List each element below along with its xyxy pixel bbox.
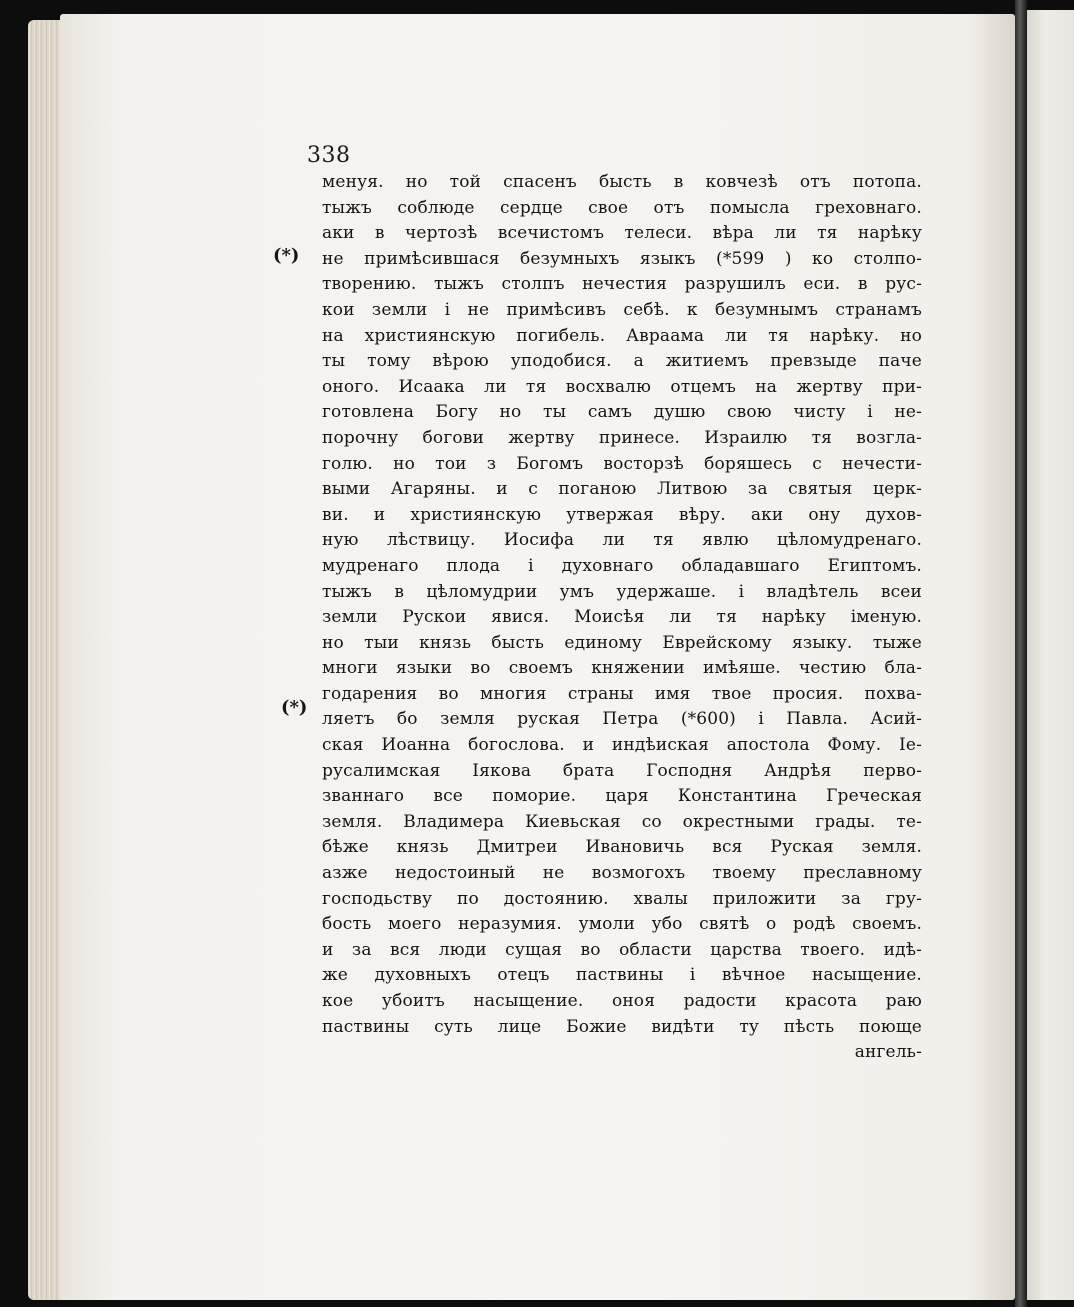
text-line: русалимская Іякова брата Господня Андрѣя перво-: [322, 760, 922, 781]
text-line: аки в чертозѣ всечистомъ телеси. вѣра ли тя нарѣку: [322, 223, 922, 244]
text-line: но тыи князь бысть единому Еврейскому языку. тыже: [322, 632, 922, 653]
text-line: земли Рускои явися. Моисѣя ли тя нарѣку іменую.: [322, 607, 922, 628]
text-line: менуя. но той спасенъ бысть в ковчезѣ отъ потопа.: [322, 172, 922, 192]
text-line: паствины суть лице Божие видѣти ту пѣсть поюще: [322, 1016, 922, 1037]
text-line: многи языки во своемъ княжении имѣяше. честию бла-: [322, 658, 922, 679]
catchword: ангель-: [854, 1042, 922, 1063]
text-line: бѣже князь Дмитреи Ивановичь вся Руская земля.: [322, 837, 922, 858]
text-line: готовлена Богу но ты самъ душю свою чисту і не-: [322, 402, 922, 423]
text-line: ви. и християнскую утвержая вѣру. аки ону духов-: [322, 504, 922, 525]
text-line: господьству по достоянию. хвалы приложити за гру-: [322, 888, 922, 909]
text-line: же духовныхъ отецъ паствины і вѣчное насыщение.: [322, 965, 922, 986]
text-line: званнаго все поморие. царя Константина Греческая: [322, 786, 922, 807]
book-gutter: [1015, 0, 1027, 1307]
page-number: 338: [307, 143, 351, 168]
text-line: не примѣсившася безумныхъ языкъ (*599 ) ко столпо-: [322, 248, 922, 269]
facing-page-edge: [1027, 10, 1074, 1300]
text-line: творению. тыжъ столпъ нечестия разрушилъ еси. в рус-: [322, 274, 922, 295]
text-line: кои земли і не примѣсивъ себѣ. к безумнымъ странамъ: [322, 299, 922, 320]
text-line: порочну богови жертву принесе. Израилю тя возгла-: [322, 427, 922, 448]
footnote-marker: (*): [281, 697, 308, 718]
body-text: [322, 170, 922, 1066]
text-line: земля. Владимера Киевьская со окрестными грады. те-: [322, 811, 922, 832]
footnote-marker: (*): [273, 245, 300, 266]
text-line: на християнскую погибель. Авраама ли тя нарѣку. но: [322, 325, 922, 346]
text-line: годарения во многия страны имя твое просия. похва-: [322, 683, 922, 704]
text-line: азже недостоиный не возмогохъ твоему преславному: [322, 863, 922, 884]
text-line: ную лѣствицу. Иосифа ли тя явлю цѣломудренаго.: [322, 530, 922, 551]
text-line: тыжъ соблюде сердце свое отъ помысла греховнаго.: [322, 197, 922, 218]
text-line: ты тому вѣрою уподобися. а житиемъ превзыде паче: [322, 351, 922, 372]
text-line: оного. Исаака ли тя восхвалю отцемъ на жертву при-: [322, 376, 922, 397]
text-line: тыжъ в цѣломудрии умъ удержаше. і владѣтель всеи: [322, 581, 922, 602]
text-line: выми Агаряны. и с поганою Литвою за святыя церк-: [322, 479, 922, 500]
text-line: мудренаго плода і духовнаго обладавшаго Египтомъ.: [322, 555, 922, 576]
text-line: кое убоитъ насыщение. оноя радости красота раю: [322, 991, 922, 1011]
text-line: голю. но тои з Богомъ востоpзѣ боряшесь с нечести-: [322, 453, 922, 474]
text-line: и за вся люди сущая во области царства твоего. идѣ-: [322, 939, 922, 960]
text-line: ляетъ бо земля руская Петра (*600) і Павла. Асий-: [322, 709, 922, 730]
text-line: ская Иоанна богослова. и индѣиская апостола Фому. Іе-: [322, 735, 922, 756]
text-line: бость моего неразумия. умоли убо святѣ о родѣ своемъ.: [322, 914, 922, 935]
